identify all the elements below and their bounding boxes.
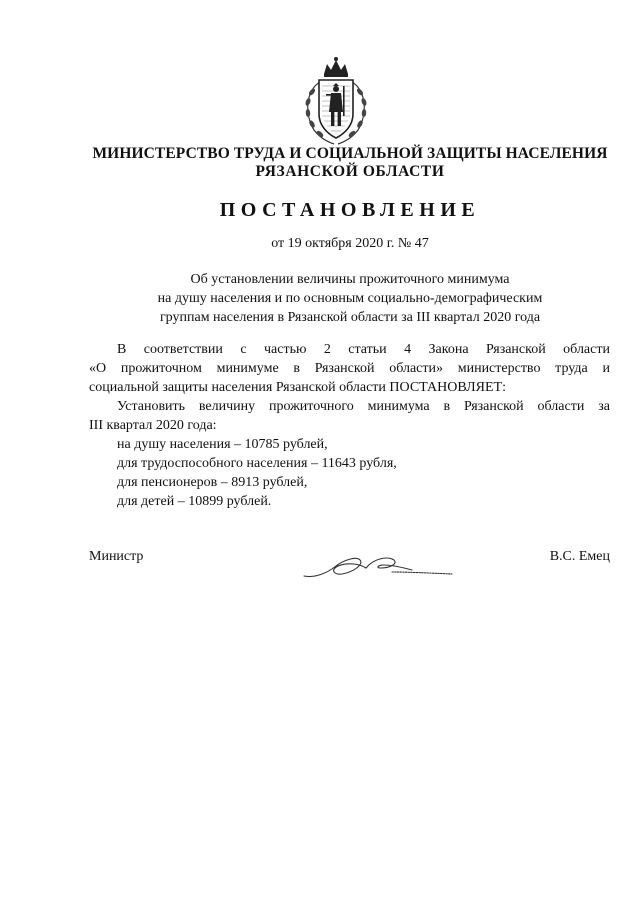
word: Закона — [428, 342, 469, 357]
signer-name: В.С. Емец — [549, 549, 610, 564]
handwritten-signature-icon — [296, 548, 456, 582]
value-children: для детей – 10899 рублей. — [117, 494, 272, 509]
ryazan-coat-of-arms-icon — [300, 56, 372, 146]
document-date-number: от 19 октября 2020 г. № 47 — [271, 236, 429, 251]
subject-line: группам населения в Рязанской области за III квартал 2020 года — [159, 310, 541, 325]
word: минимума — [367, 399, 430, 414]
ministry-name — [60, 145, 640, 181]
word: с — [240, 342, 247, 357]
word: Рязанской — [486, 342, 546, 357]
word: прожиточном — [120, 361, 202, 376]
word: Рязанской — [275, 380, 336, 395]
paragraph-1-line-3 — [89, 378, 610, 397]
word: величину — [198, 399, 256, 414]
value-working-age: для трудоспособного населения – 11643 рубля, — [117, 456, 397, 471]
word: минимуме — [216, 361, 279, 376]
document-body — [89, 340, 610, 511]
document-subject — [60, 270, 640, 327]
word: 2 — [323, 342, 331, 357]
ministry-name-line-1: МИНИСТЕРСТВО ТРУДА И СОЦИАЛЬНОЙ ЗАЩИТЫ НАСЕЛЕНИЯ — [92, 145, 608, 162]
signer-role: Министр — [89, 549, 144, 564]
word: за — [598, 399, 610, 414]
word: Установить — [117, 399, 186, 414]
word: соответствии — [143, 342, 223, 357]
word: «О — [89, 361, 107, 376]
document-title: ПОСТАНОВЛЕНИЕ — [219, 199, 481, 221]
subject-line: на душу населения и по основным социально-демографическим — [157, 291, 543, 306]
ministry-name-line-2: РЯЗАНСКОЙ ОБЛАСТИ — [255, 163, 445, 180]
word: прожиточного — [268, 399, 354, 414]
word: области» — [389, 361, 443, 376]
word: в — [443, 399, 451, 414]
word: министерство — [457, 361, 541, 376]
value-per-capita: на душу населения – 10785 рублей, — [117, 437, 328, 452]
word: частью — [263, 342, 307, 357]
word: Рязанской — [314, 361, 375, 376]
word: защиты — [162, 380, 208, 395]
paragraph-1-line-1 — [89, 340, 610, 359]
word: статьи — [348, 342, 387, 357]
word: области — [339, 380, 386, 395]
word: ПОСТАНОВЛЯЕТ: — [389, 380, 506, 395]
paragraph-1-line-2 — [89, 359, 610, 378]
word: области — [563, 342, 610, 357]
word: населения — [211, 380, 273, 395]
word: и — [602, 361, 610, 376]
word: социальной — [89, 380, 159, 395]
paragraph-2-line-2: III квартал 2020 года: — [89, 418, 217, 433]
word: в — [293, 361, 301, 376]
word: 4 — [404, 342, 412, 357]
word: области — [537, 399, 585, 414]
word: Рязанской — [463, 399, 524, 414]
word: В — [117, 342, 127, 357]
paragraph-2-line-1 — [89, 397, 610, 416]
word: труда — [555, 361, 588, 376]
value-pensioners: для пенсионеров – 8913 рублей, — [117, 475, 308, 490]
subject-line: Об установлении величины прожиточного минимума — [190, 272, 510, 287]
